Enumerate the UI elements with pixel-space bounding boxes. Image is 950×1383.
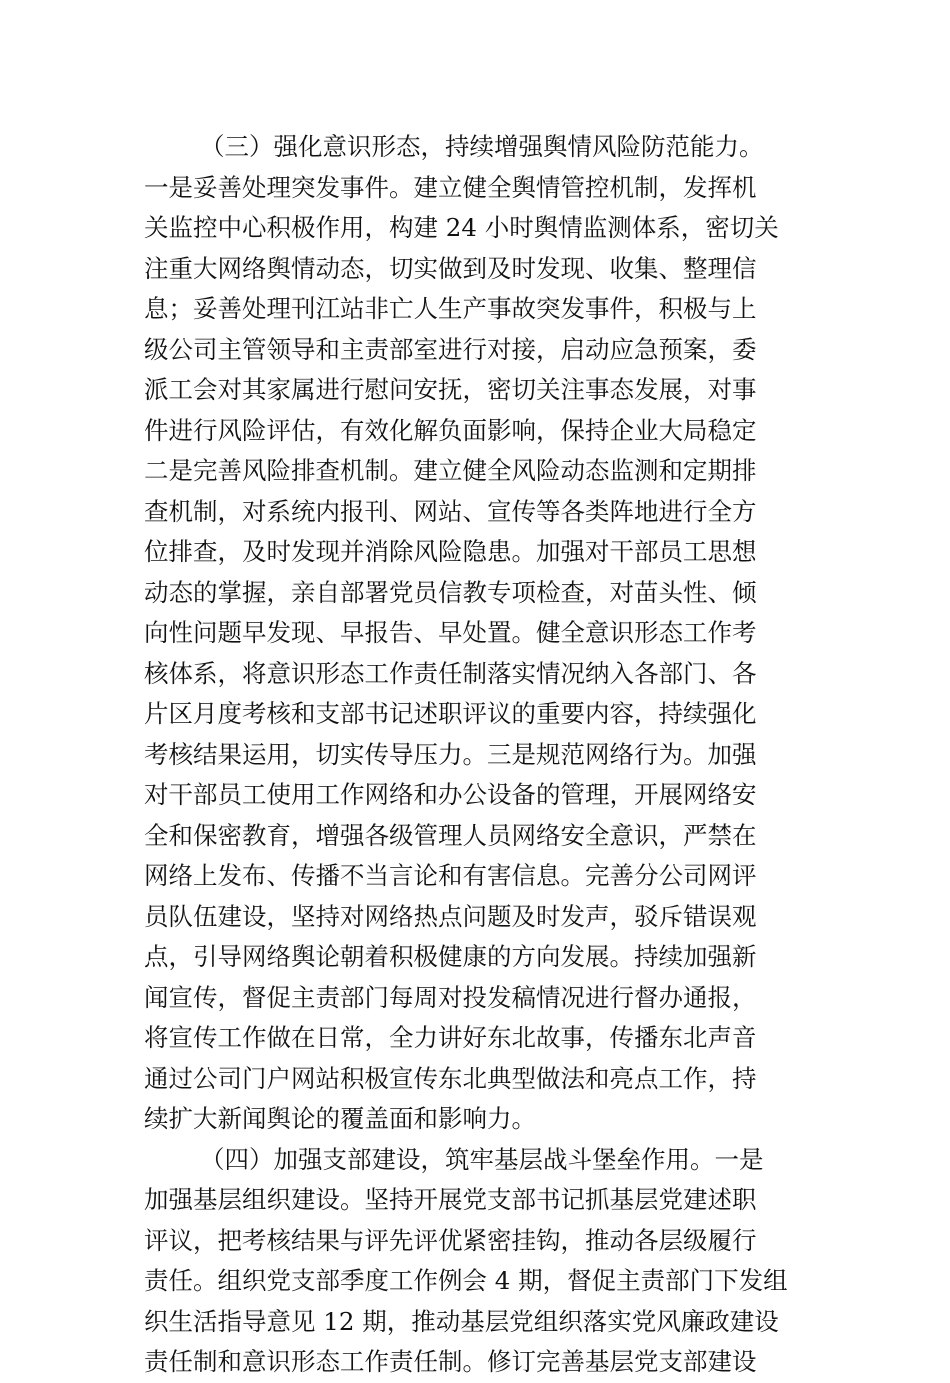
text-line: 片区月度考核和支部书记述职评议的重要内容，持续强化	[144, 699, 757, 728]
text-line: 闻宣传，督促主责部门每周对投发稿情况进行督办通报，	[144, 982, 757, 1012]
text-line: 息；妥善处理刊江站非亡人生产事故突发事件，积极与上	[144, 294, 757, 323]
text-line: 动态的掌握，亲自部署党员信教专项检查，对苗头性、倾	[144, 577, 757, 607]
text-line: 查机制，对系统内报刊、网站、宣传等各类阵地进行全方	[144, 496, 757, 526]
text-line: 全和保密教育，增强各级管理人员网络安全意识，严禁在	[144, 820, 757, 850]
text-line: 网络上发布、传播不当言论和有害信息。完善分公司网评	[144, 861, 757, 890]
text-line: 续扩大新闻舆论的覆盖面和影响力。	[144, 1104, 536, 1133]
text-line: 责任。组织党支部季度工作例会 4 期，督促主责部门下发组	[144, 1266, 788, 1295]
text-line: 责任制和意识形态工作责任制。修订完善基层党支部建设	[144, 1347, 757, 1376]
text-line: 织生活指导意见 12 期，推动基层党组织落实党风廉政建设	[144, 1306, 779, 1336]
text-line: 注重大网络舆情动态，切实做到及时发现、收集、整理信	[144, 253, 757, 283]
text-line: 评议，把考核结果与评先评优紧密挂钩，推动各层级履行	[144, 1225, 757, 1255]
text-line: 关监控中心积极作用，构建 24 小时舆情监测体系，密切关	[144, 213, 779, 242]
text-line: 员队伍建设，坚持对网络热点问题及时发声，驳斥错误观	[144, 901, 757, 931]
text-line: 考核结果运用，切实传导压力。三是规范网络行为。加强	[144, 739, 757, 769]
text-line: 件进行风险评估，有效化解负面影响，保持企业大局稳定	[144, 415, 757, 445]
paragraph-heading-3: （三）强化意识形态，持续增强舆情风险防范能力。	[200, 132, 764, 161]
text-line: 对干部员工使用工作网络和办公设备的管理，开展网络安	[144, 780, 757, 809]
text-line: 派工会对其家属进行慰问安抚，密切关注事态发展，对事	[144, 375, 757, 404]
text-line: 二是完善风险排查机制。建立健全风险动态监测和定期排	[144, 456, 757, 485]
paragraph-heading-4: （四）加强支部建设，筑牢基层战斗堡垒作用。一是	[200, 1144, 764, 1174]
body-text	[144, 127, 812, 1383]
text-line: 向性问题早发现、早报告、早处置。健全意识形态工作考	[144, 618, 757, 647]
text-line: 位排查，及时发现并消除风险隐患。加强对干部员工思想	[144, 537, 757, 566]
text-line: 加强基层组织建设。坚持开展党支部书记抓基层党建述职	[144, 1185, 757, 1214]
text-line: 级公司主管领导和主责部室进行对接，启动应急预案，委	[144, 334, 757, 364]
text-line: 将宣传工作做在日常，全力讲好东北故事，传播东北声音	[144, 1023, 757, 1052]
text-line: 一是妥善处理突发事件。建立健全舆情管控机制，发挥机	[144, 172, 757, 202]
text-line: 核体系，将意识形态工作责任制落实情况纳入各部门、各	[144, 658, 757, 688]
text-line: 点，引导网络舆论朝着积极健康的方向发展。持续加强新	[144, 942, 757, 971]
text-line: 通过公司门户网站积极宣传东北典型做法和亮点工作，持	[144, 1063, 757, 1093]
